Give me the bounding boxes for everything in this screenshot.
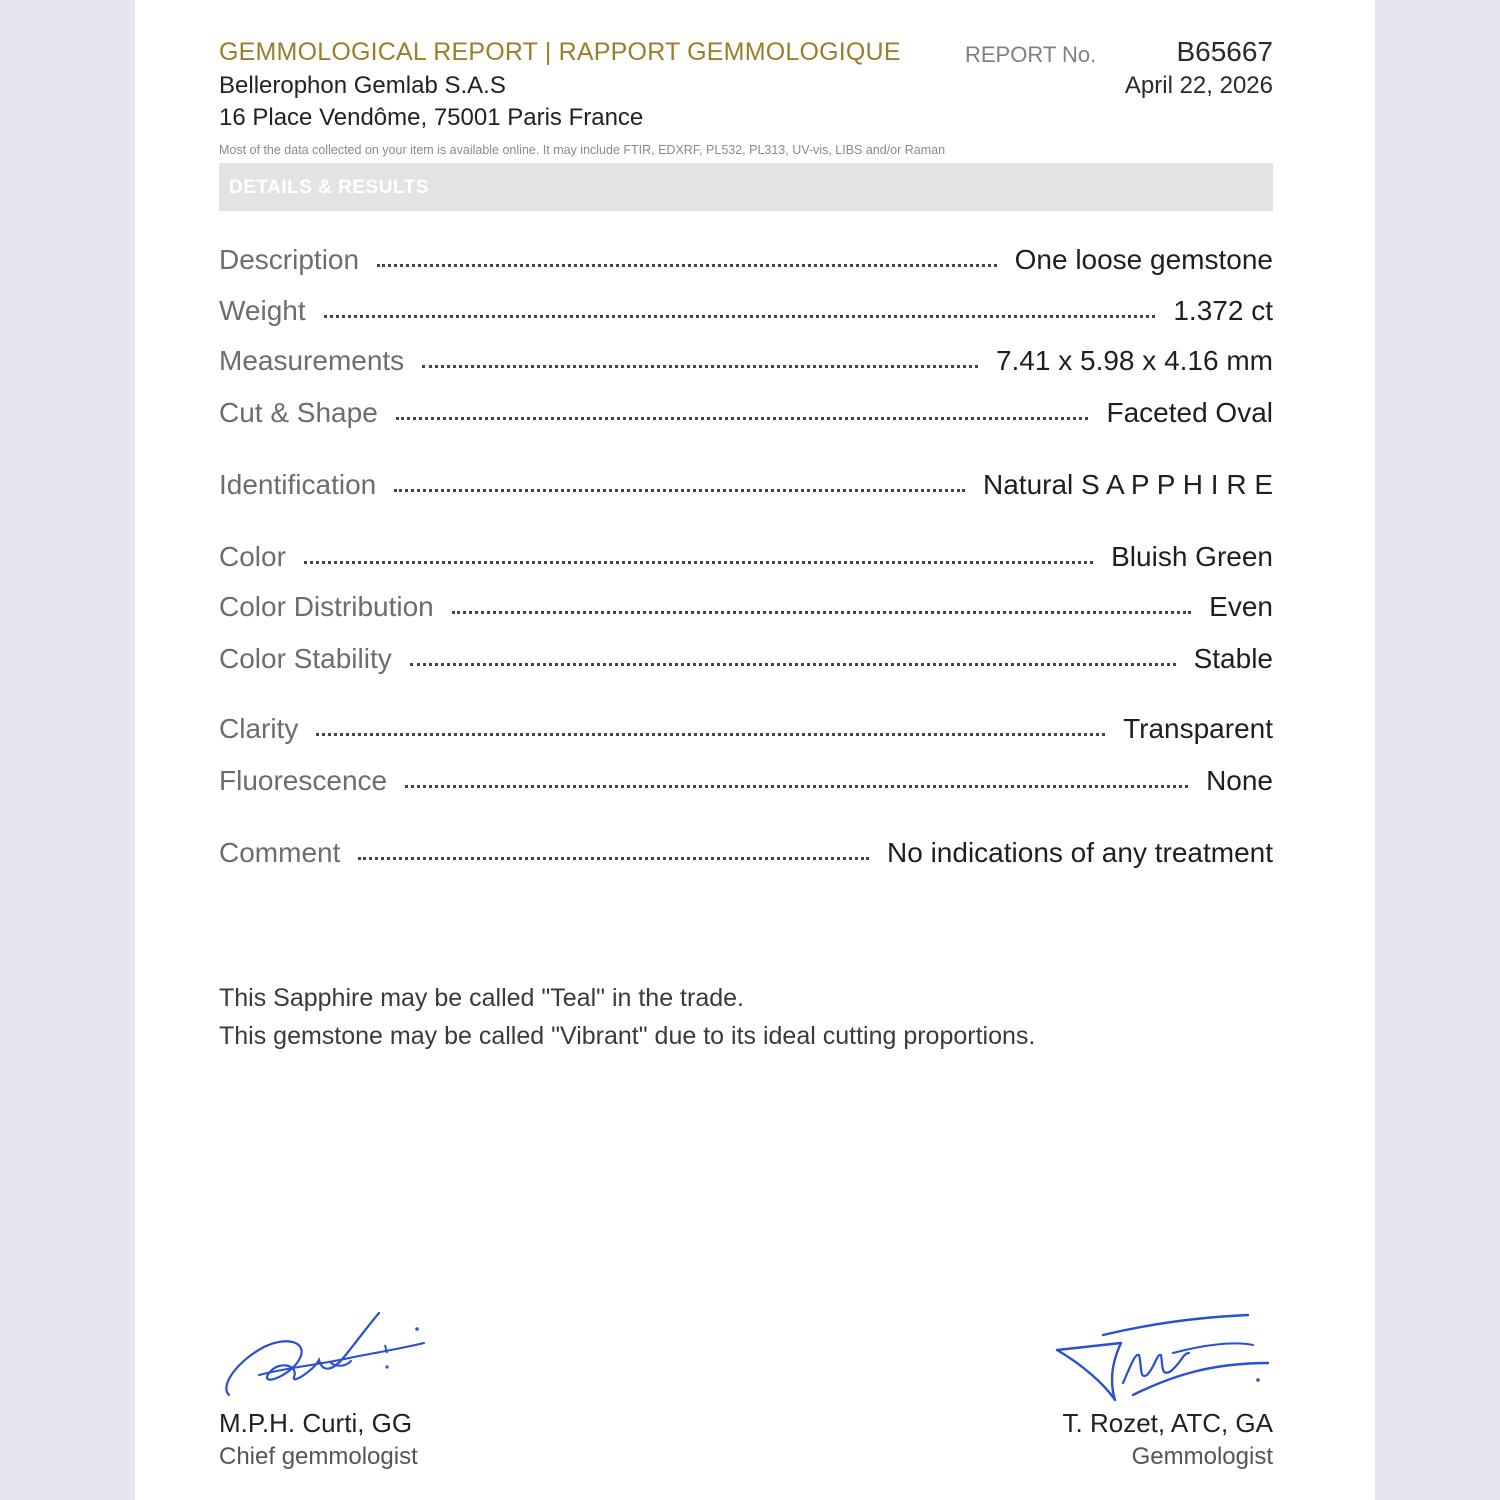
detail-value: Bluish Green (1111, 541, 1273, 572)
dot-leader (358, 857, 869, 860)
detail-label: Color (219, 541, 286, 572)
detail-row-comment (219, 837, 1273, 873)
report-date: April 22, 2026 (1124, 72, 1273, 99)
signature-left (219, 1305, 449, 1405)
dot-leader (396, 417, 1089, 420)
detail-row-identification (219, 469, 1273, 505)
detail-label: Cut & Shape (219, 397, 378, 428)
detail-row-measurements (219, 345, 1273, 381)
lab-name: Bellerophon Gemlab S.A.S (219, 72, 506, 99)
detail-row-color (219, 541, 1273, 577)
detail-row-cut-shape (219, 397, 1273, 433)
detail-label: Fluorescence (219, 765, 388, 796)
report-number: B65667 (1176, 36, 1273, 67)
section-title: DETAILS & RESULTS (229, 177, 429, 198)
dot-leader (377, 264, 997, 267)
lab-address: 16 Place Vendôme, 75001 Paris France (219, 104, 644, 131)
detail-value: Natural S A P P H I R E (983, 469, 1273, 500)
detail-row-color-distribution (219, 591, 1273, 627)
detail-value: No indications of any treatment (887, 837, 1273, 868)
detail-label: Color Distribution (219, 591, 434, 622)
signature-right (1043, 1305, 1273, 1405)
detail-value: 7.41 x 5.98 x 4.16 mm (995, 345, 1273, 376)
detail-value: Faceted Oval (1106, 397, 1273, 428)
detail-label: Measurements (219, 345, 405, 376)
report-page (135, 0, 1375, 1500)
detail-label: Color Stability (219, 643, 392, 674)
detail-row-description (219, 244, 1273, 280)
detail-label: Comment (219, 837, 341, 868)
detail-row-weight (219, 295, 1273, 331)
detail-value: Transparent (1123, 713, 1273, 744)
trade-name-note: This Sapphire may be called "Teal" in the trade. (219, 984, 744, 1012)
detail-label: Identification (219, 469, 377, 500)
signer-right-name: T. Rozet, ATC, GA (1062, 1408, 1273, 1438)
dot-leader (324, 315, 1156, 318)
dot-leader (452, 611, 1191, 614)
signer-left-name: M.P.H. Curti, GG (219, 1408, 413, 1438)
signer-right-title: Gemmologist (1131, 1443, 1273, 1470)
detail-row-fluorescence (219, 765, 1273, 801)
detail-value: One loose gemstone (1014, 244, 1273, 275)
detail-row-color-stability (219, 643, 1273, 679)
dot-leader (316, 733, 1105, 736)
signer-left-title: Chief gemmologist (219, 1443, 418, 1470)
detail-row-clarity (219, 713, 1273, 749)
dot-leader (304, 561, 1093, 564)
dot-leader (410, 663, 1176, 666)
detail-label: Description (219, 244, 360, 275)
cutting-note: This gemstone may be called "Vibrant" due to its ideal cutting proportions. (219, 1022, 1036, 1050)
report-title: GEMMOLOGICAL REPORT | RAPPORT GEMMOLOGIQUE (219, 38, 901, 66)
report-number-label: REPORT No. (965, 42, 1097, 67)
detail-value: None (1206, 765, 1273, 796)
detail-label: Weight (219, 295, 306, 326)
online-data-note: Most of the data collected on your item is available online. It may include FTIR, EDXRF, PL532, PL313, UV-vis, LIBS and/or Raman (219, 143, 946, 157)
detail-value: Stable (1193, 643, 1273, 674)
detail-value: 1.372 ct (1173, 295, 1273, 326)
dot-leader (394, 489, 965, 492)
detail-value: Even (1209, 591, 1273, 622)
detail-label: Clarity (219, 713, 299, 744)
dot-leader (422, 365, 978, 368)
dot-leader (405, 785, 1188, 788)
section-header-bar (219, 163, 1273, 211)
